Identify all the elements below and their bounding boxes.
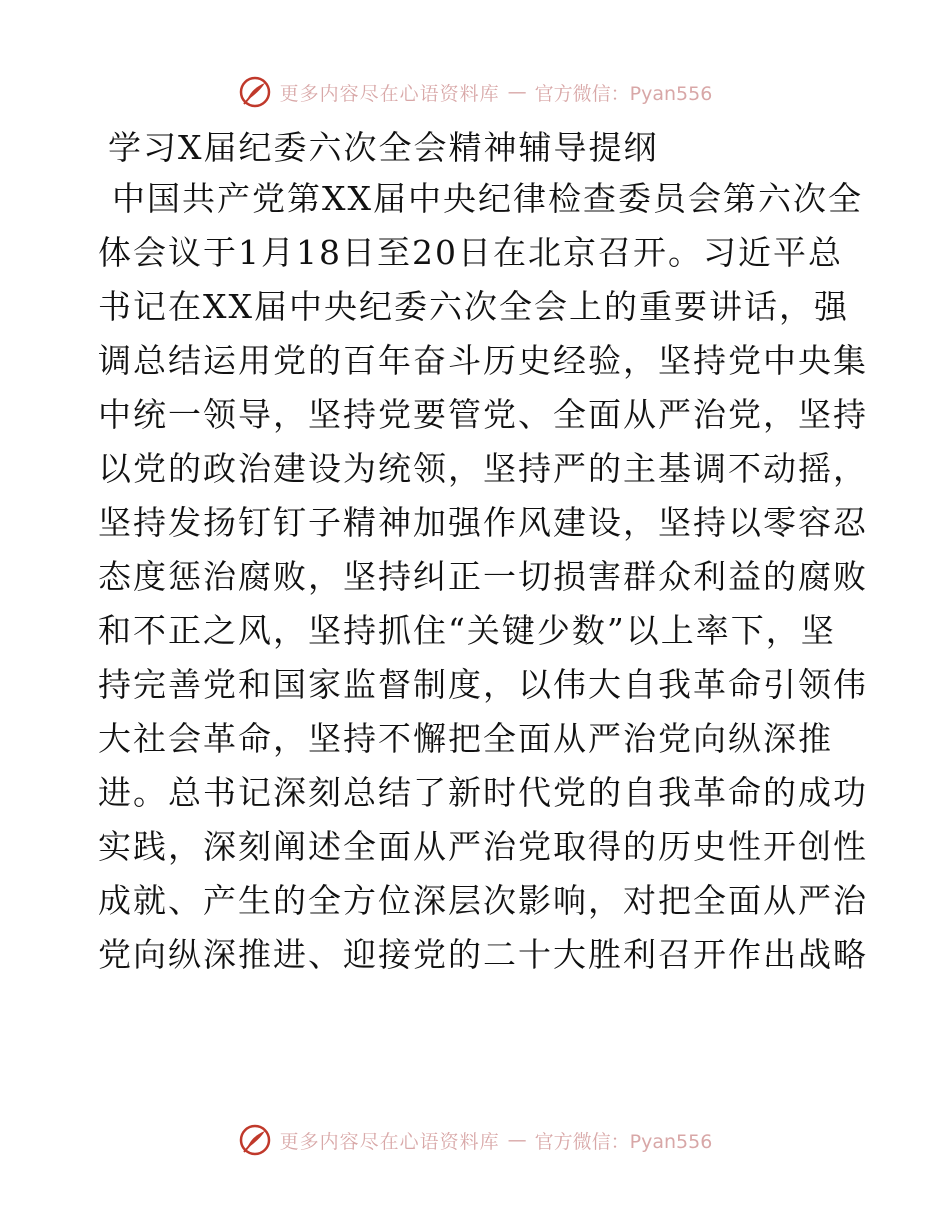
banner-separator: — bbox=[507, 1129, 527, 1151]
document-body bbox=[98, 172, 868, 982]
footer-banner bbox=[0, 1120, 950, 1160]
text-line: 和不正之风，坚持抓住“关键少数”以上率下，坚 bbox=[98, 611, 836, 650]
text-line: 持完善党和国家监督制度，以伟大自我革命引领伟 bbox=[98, 665, 868, 704]
text-line: 以党的政治建设为统领，坚持严的主基调不动摇， bbox=[98, 449, 868, 488]
document-title: 学习X届纪委六次全会精神辅导提纲 bbox=[108, 128, 659, 167]
text-line: 中国共产党第XX届中央纪律检查委员会第六次全 bbox=[112, 179, 863, 218]
quill-logo-icon bbox=[238, 75, 272, 109]
text-line: 中统一领导，坚持党要管党、全面从严治党，坚持 bbox=[98, 395, 868, 434]
quill-logo-icon bbox=[238, 1123, 272, 1157]
text-line: 调总结运用党的百年奋斗历史经验，坚持党中央集 bbox=[98, 341, 868, 380]
text-line: 大社会革命，坚持不懈把全面从严治党向纵深推 bbox=[98, 719, 833, 758]
text-line: 进。总书记深刻总结了新时代党的自我革命的成功 bbox=[98, 773, 868, 812]
banner-text: 更多内容尽在心语资料库 bbox=[279, 82, 500, 105]
text-line: 书记在XX届中央纪委六次全会上的重要讲话，强 bbox=[98, 287, 849, 326]
banner-text: 更多内容尽在心语资料库 bbox=[279, 1130, 500, 1153]
text-line: 党向纵深推进、迎接党的二十大胜利召开作出战略 bbox=[98, 935, 868, 974]
banner-wechat: 官方微信：Pyan556 bbox=[534, 1130, 713, 1153]
text-line: 坚持发扬钉钉子精神加强作风建设，坚持以零容忍 bbox=[98, 503, 868, 542]
text-line: 实践，深刻阐述全面从严治党取得的历史性开创性 bbox=[98, 827, 868, 866]
header-banner bbox=[0, 72, 950, 112]
banner-separator: — bbox=[507, 81, 527, 103]
text-line: 成就、产生的全方位深层次影响，对把全面从严治 bbox=[98, 881, 868, 920]
banner-wechat: 官方微信：Pyan556 bbox=[534, 82, 713, 105]
text-line: 体会议于1月18日至20日在北京召开。习近平总 bbox=[98, 233, 843, 272]
text-line: 态度惩治腐败，坚持纠正一切损害群众利益的腐败 bbox=[98, 557, 868, 596]
